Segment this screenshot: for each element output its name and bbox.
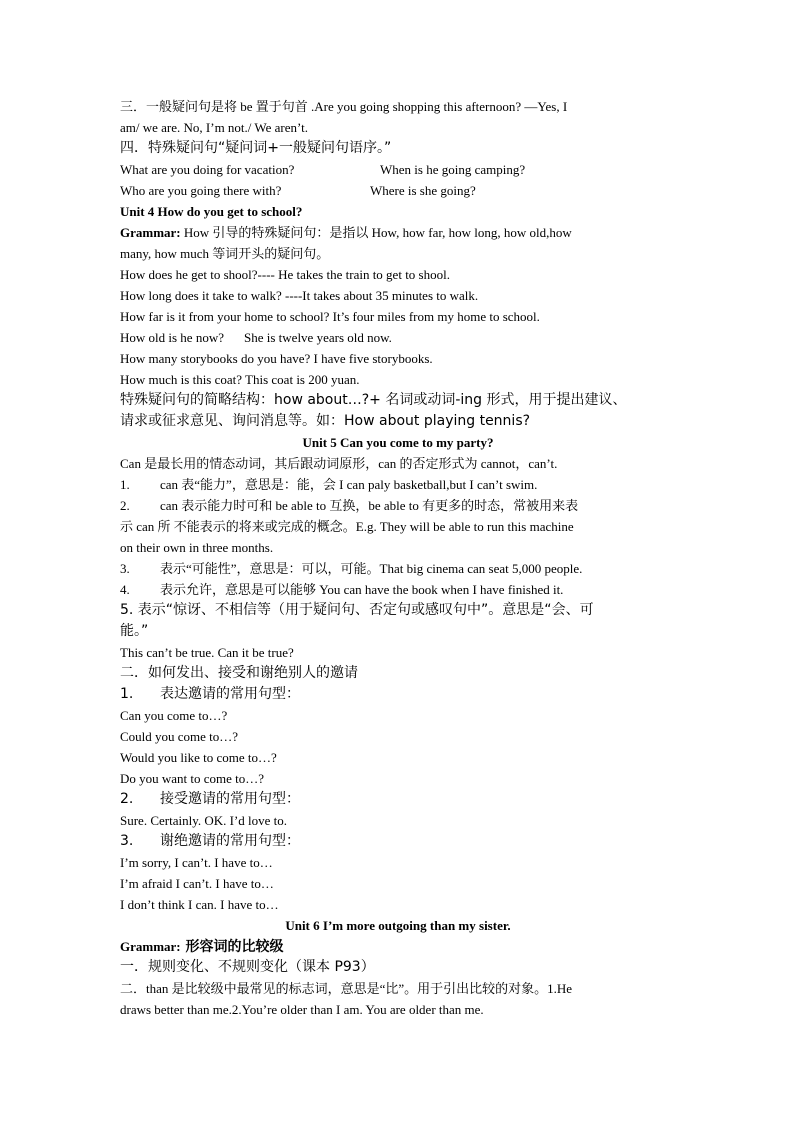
list-number: 2. bbox=[120, 791, 134, 807]
text-line: Sure. Certainly. OK. I’d love to. bbox=[120, 813, 288, 828]
text-line: How much is this coat? This coat is 200 yuan. bbox=[120, 372, 360, 387]
example-sentence: What are you doing for vacation? bbox=[120, 162, 295, 177]
text-line: many, how much 等词开头的疑问句。 bbox=[120, 246, 330, 261]
document-page bbox=[120, 96, 676, 1020]
list-text: 接受邀请的常用句型： bbox=[160, 791, 300, 807]
list-text: 表示允许，意思是可以能够 You can have the book when I have finished it. bbox=[160, 582, 564, 597]
text-line: How many storybooks do you have? I have five storybooks. bbox=[120, 351, 433, 366]
unit-title: Unit 5 Can you come to my party? bbox=[302, 435, 494, 450]
grammar-text: 形容词的比较级 bbox=[180, 939, 284, 955]
text-line: 能。” bbox=[120, 623, 149, 639]
list-text: 表示“可能性”，意思是：可以，可能。That big cinema can seat 5,000 people. bbox=[160, 561, 583, 576]
text-line: Would you like to come to…? bbox=[120, 750, 277, 765]
grammar-label: Grammar: bbox=[120, 939, 181, 954]
list-item bbox=[120, 684, 676, 705]
section-heading: 二．如何发出、接受和谢绝别人的邀请 bbox=[120, 665, 358, 681]
list-text: 表达邀请的常用句型： bbox=[160, 686, 300, 702]
example-sentence: Where is she going? bbox=[370, 183, 476, 198]
text-line: 请求或征求意见、询问消息等。如：How about playing tennis? bbox=[120, 413, 531, 429]
grammar-line bbox=[120, 936, 676, 957]
text-line: on their own in three months. bbox=[120, 540, 274, 555]
grammar-line bbox=[120, 222, 676, 243]
example-sentence: When is he going camping? bbox=[380, 162, 526, 177]
list-item bbox=[120, 558, 676, 579]
text-line bbox=[120, 327, 676, 348]
text-line: I’m sorry, I can’t. I have to… bbox=[120, 855, 273, 870]
text-line: Can 是最长用的情态动词，其后跟动词原形，can 的否定形式为 cannot，can’t. bbox=[120, 456, 558, 471]
text-line: This can’t be true. Can it be true? bbox=[120, 645, 294, 660]
text-line bbox=[120, 159, 676, 180]
list-text: 谢绝邀请的常用句型： bbox=[160, 833, 300, 849]
list-item bbox=[120, 789, 676, 810]
text-line: Can you come to…? bbox=[120, 708, 228, 723]
text-line: draws better than me.2.You’re older than I am. You are older than me. bbox=[120, 1002, 484, 1017]
text-line: 特殊疑问句的简略结构：how about…?+ 名词或动词-ing 形式，用于提出建议、 bbox=[120, 392, 627, 408]
list-item bbox=[120, 831, 676, 852]
list-text: can 表“能力”，意思是：能，会 I can paly basketball,but I can’t swim. bbox=[160, 477, 538, 492]
list-item bbox=[120, 579, 676, 600]
grammar-text: How 引导的特殊疑问句：是指以 How, how far, how long, how old,how bbox=[180, 225, 572, 240]
text-line: I don’t think I can. I have to… bbox=[120, 897, 279, 912]
unit-title: Unit 4 How do you get to school? bbox=[120, 204, 303, 219]
section-heading: 一．规则变化、不规则变化（课本 P93） bbox=[120, 959, 375, 975]
example-sentence: She is twelve years old now. bbox=[244, 330, 392, 345]
list-item bbox=[120, 474, 676, 495]
text-line: 示 can 所 不能表示的将来或完成的概念。E.g. They will be able to run this machine bbox=[120, 519, 574, 534]
list-number: 3. bbox=[120, 561, 130, 576]
list-number: 3. bbox=[120, 833, 134, 849]
example-sentence: How old is he now? bbox=[120, 330, 224, 345]
list-number: 4. bbox=[120, 582, 130, 597]
list-item bbox=[120, 495, 676, 516]
list-number: 1. bbox=[120, 477, 130, 492]
text-line: I’m afraid I can’t. I have to… bbox=[120, 876, 274, 891]
unit-title: Unit 6 I’m more outgoing than my sister. bbox=[285, 918, 511, 933]
text-line: How far is it from your home to school? It’s four miles from my home to school. bbox=[120, 309, 540, 324]
grammar-label: Grammar: bbox=[120, 225, 181, 240]
text-line: am/ we are. No, I’m not./ We aren’t. bbox=[120, 120, 308, 135]
list-number: 1. bbox=[120, 686, 134, 702]
section-heading: 四．特殊疑问句“疑问词+一般疑问句语序。” bbox=[120, 140, 392, 156]
list-number: 2. bbox=[120, 498, 130, 513]
example-sentence: Who are you going there with? bbox=[120, 183, 282, 198]
text-line: Could you come to…? bbox=[120, 729, 239, 744]
text-line: 5. 表示“惊讶、不相信等（用于疑问句、否定句或感叹句中”。意思是“会、可 bbox=[120, 602, 594, 618]
list-text: can 表示能力时可和 be able to 互换，be able to 有更多的时态，常被用来表 bbox=[160, 498, 579, 513]
text-line: How does he get to shool?---- He takes the train to get to shool. bbox=[120, 267, 450, 282]
text-line: How long does it take to walk? ----It takes about 35 minutes to walk. bbox=[120, 288, 479, 303]
text-line bbox=[120, 180, 676, 201]
text-line: 三．一般疑问句是将 be 置于句首 .Are you going shopping this afternoon? —Yes, I bbox=[120, 99, 568, 114]
text-line: Do you want to come to…? bbox=[120, 771, 265, 786]
text-line: 二．than 是比较级中最常见的标志词，意思是“比”。用于引出比较的对象。1.He bbox=[120, 981, 573, 996]
